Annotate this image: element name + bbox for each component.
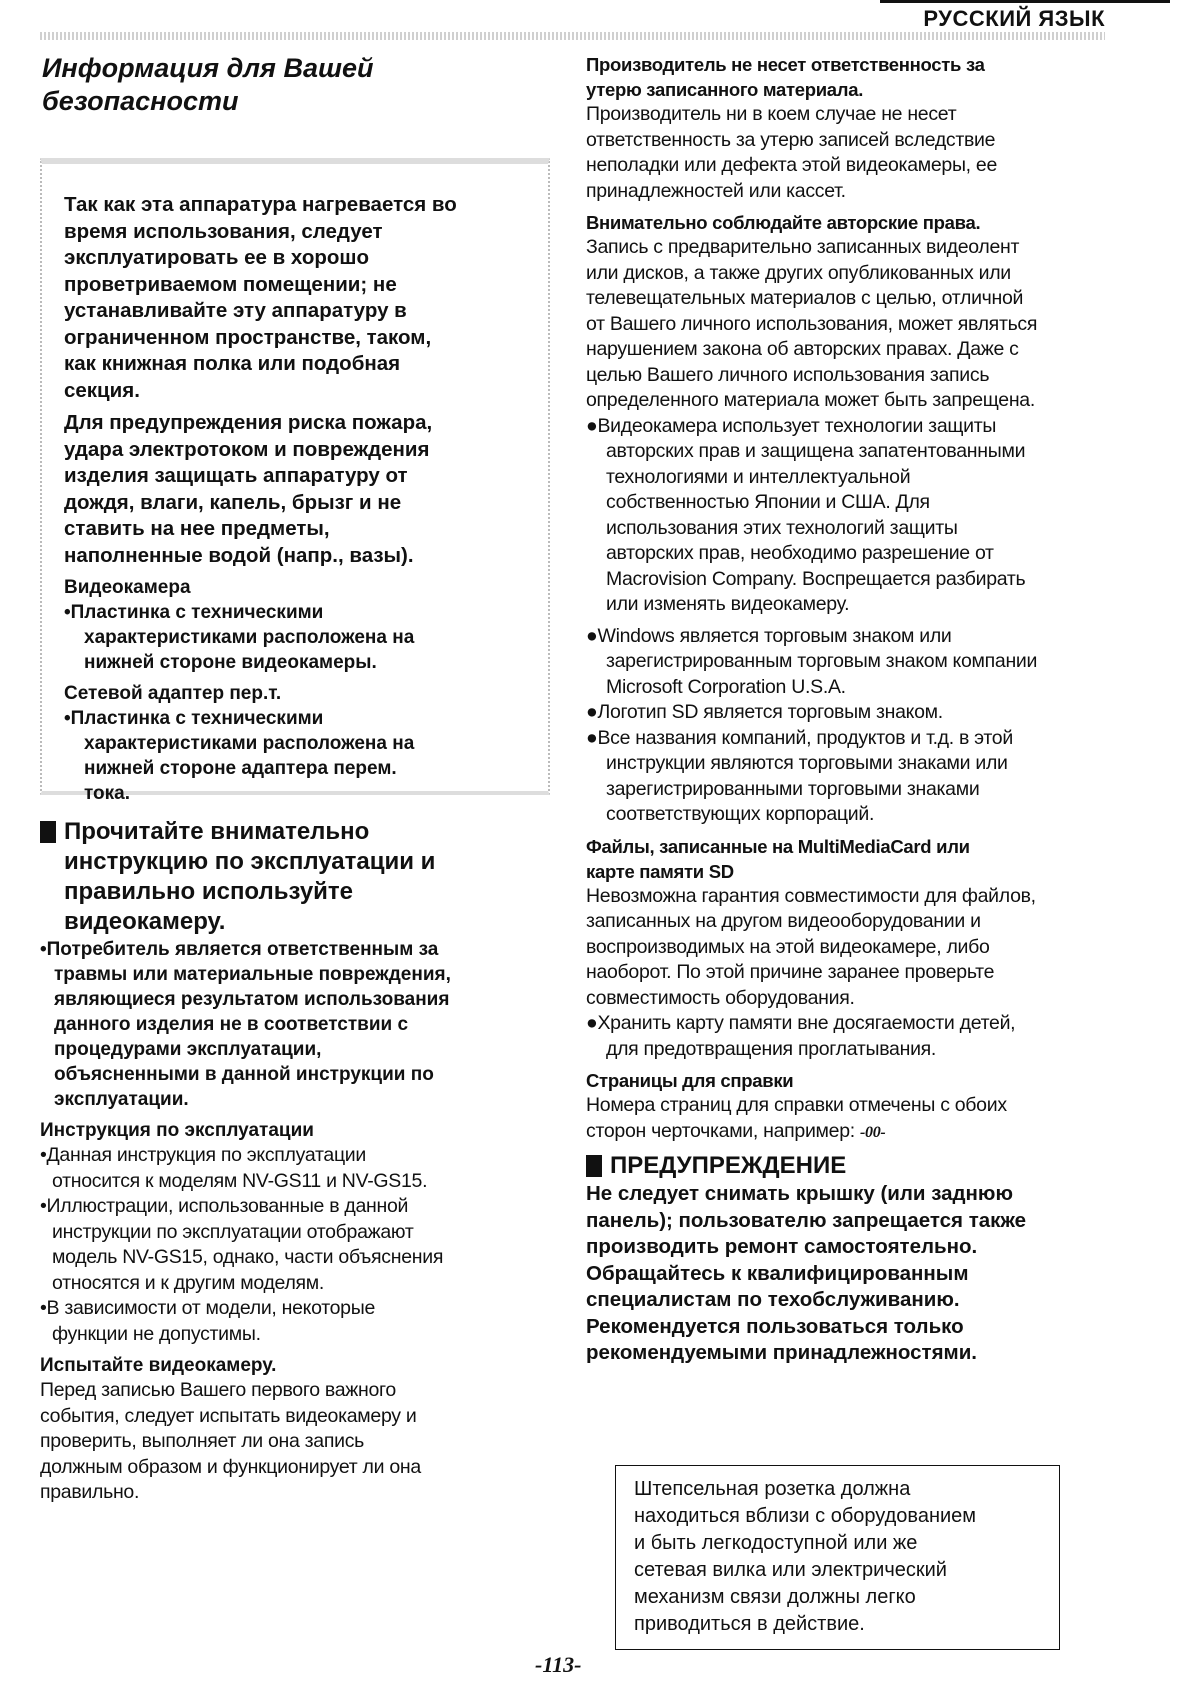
outlet-note-box: [615, 1465, 1060, 1650]
manual-heading: Инструкция по эксплуатации: [40, 1120, 314, 1141]
read-heading-text: Прочитайте внимательно инструкцию по эксплуатации и правильно используйте видеокамеру.: [64, 818, 436, 935]
manual-bullet: •В зависимости от модели, некоторые функции не допустимы.: [40, 1297, 375, 1345]
camera-bullet: •Пластинка с техническими характеристиками расположена на нижней стороне видеокамеры.: [64, 602, 415, 673]
manual-bullet: •Данная инструкция по эксплуатации относится к моделям NV-GS11 и NV-GS15.: [40, 1144, 428, 1192]
responsibility-bullet: •Потребитель является ответственным за травмы или материальные повреждения, являющиеся результатом использования данного изделия не в соответствии с процедурами эксплуатации, объясненными в данной инструкции по эксплуатации.: [40, 939, 451, 1110]
read-instructions-heading: [40, 817, 550, 937]
section-marker-icon: [586, 1155, 602, 1177]
copyright-bullet: ●Windows является торговым знаком или зарегистрированным торговым знаком компании Microsoft Corporation U.S.A.: [586, 624, 1038, 698]
pages-heading: Страницы для справки: [586, 1070, 794, 1091]
language-label: РУССКИЙ ЯЗЫК: [923, 6, 1105, 31]
page-title: Информация для Вашей безопасности: [42, 53, 374, 116]
page-number: -113-: [535, 1652, 582, 1677]
liability-text: Производитель ни в коем случае не несет ответственность за утерю записей вследствие неполадки или дефекта этой видеокамеры, ее принадлежностей или кассет.: [586, 103, 998, 202]
warning-text: Не следует снимать крышку (или заднюю панель); пользователю запрещается также производить ремонт самостоятельно. Обращайтесь к квалифицированным специалистам по техобслуживанию. Рекомендуется пользоваться только рекомендуемыми принадлежностями.: [586, 1182, 1027, 1364]
files-heading: Файлы, записанные на MultiMediaCard или карте памяти SD: [586, 835, 970, 882]
files-bullet: ●Хранить карту памяти вне досягаемости детей, для предотвращения проглатывания.: [586, 1012, 1016, 1060]
files-text: Невозможна гарантия совместимости для файлов, записанных на другом видеооборудовании и воспроизводимых на этой видеокамере, либо наоборот. По этой причине заранее проверьте совместимость оборудования.: [586, 884, 1036, 1009]
left-column: [40, 52, 550, 1506]
warning-heading-text: ПРЕДУПРЕЖДЕНИЕ: [610, 1152, 847, 1179]
pages-text: [586, 1093, 1116, 1145]
safety-box: [40, 158, 550, 804]
ventilation-warning: Так как эта аппаратура нагревается во время использования, следует эксплуатировать ее в хорошо проветриваемом помещении; не устанавливайте эту аппаратуру в ограниченном пространстве, таком, как книжная полка или подобная секция.: [64, 193, 457, 402]
header-rule: [880, 0, 1170, 3]
right-column: [586, 52, 1116, 1367]
header-divider: [40, 32, 1105, 40]
warning-heading: [586, 1151, 1116, 1181]
outlet-note-text: Штепсельная розетка должна находиться вблизи с оборудованием и быть легкодоступной или же сетевая вилка или электрический механизм связи должны легко приводиться в действие.: [634, 1478, 977, 1635]
adapter-bullet: •Пластинка с техническими характеристиками расположена на нижней стороне адаптера перем. тока.: [64, 708, 415, 804]
test-heading: Испытайте видеокамеру.: [40, 1355, 277, 1376]
copyright-bullet: ●Логотип SD является торговым знаком.: [586, 701, 943, 723]
copyright-bullet: ●Все названия компаний, продуктов и т.д. в этой инструкции являются торговыми знаками или зарегистрированными торговыми знаками соответствующих корпораций.: [586, 726, 1013, 825]
section-marker-icon: [40, 821, 56, 843]
fire-warning: Для предупреждения риска пожара, удара электротоком и повреждения изделия защищать аппаратуру от дождя, влаги, капель, брызг и не ставить на нее предметы, наполненные водой (напр., вазы).: [64, 411, 433, 567]
pages-text-body: Номера страниц для справки отмечены с обоих сторон черточками, например:: [586, 1094, 1007, 1142]
adapter-label: Сетевой адаптер пер.т.: [64, 683, 282, 704]
copyright-text: Запись с предварительно записанных видеолент или дисков, а также других опубликованных или телевещательных материалов с целью, отличной от Вашего личного использования, может являться нарушением закона об авторских правах. Даже с целью Вашего личного использования запись определенного материала может быть запрещена.: [586, 236, 1038, 411]
copyright-heading: Внимательно соблюдайте авторские права.: [586, 212, 981, 233]
copyright-bullet: ●Видеокамера использует технологии защиты авторских прав и защищена запатентованными технологиями и интеллектуальной собственностью Японии и США. Для использования этих технологий защиты авторских прав, необходимо разрешение от Macrovision Company. Воспрещается разбирать или изменять видеокамеру.: [586, 414, 1026, 615]
camera-label: Видеокамера: [64, 577, 191, 598]
manual-bullet: •Иллюстрации, использованные в данной инструкции по эксплуатации отображают модель NV-GS15, однако, части объяснения относятся и к другим моделям.: [40, 1195, 444, 1294]
page-marker-example: -00-: [859, 1123, 886, 1141]
liability-heading: Производитель не несет ответственность за утерю записанного материала.: [586, 54, 985, 100]
test-text: Перед записью Вашего первого важного события, следует испытать видеокамеру и проверить, выполняет ли она запись должным образом и функционирует ли она правильно.: [40, 1379, 421, 1503]
